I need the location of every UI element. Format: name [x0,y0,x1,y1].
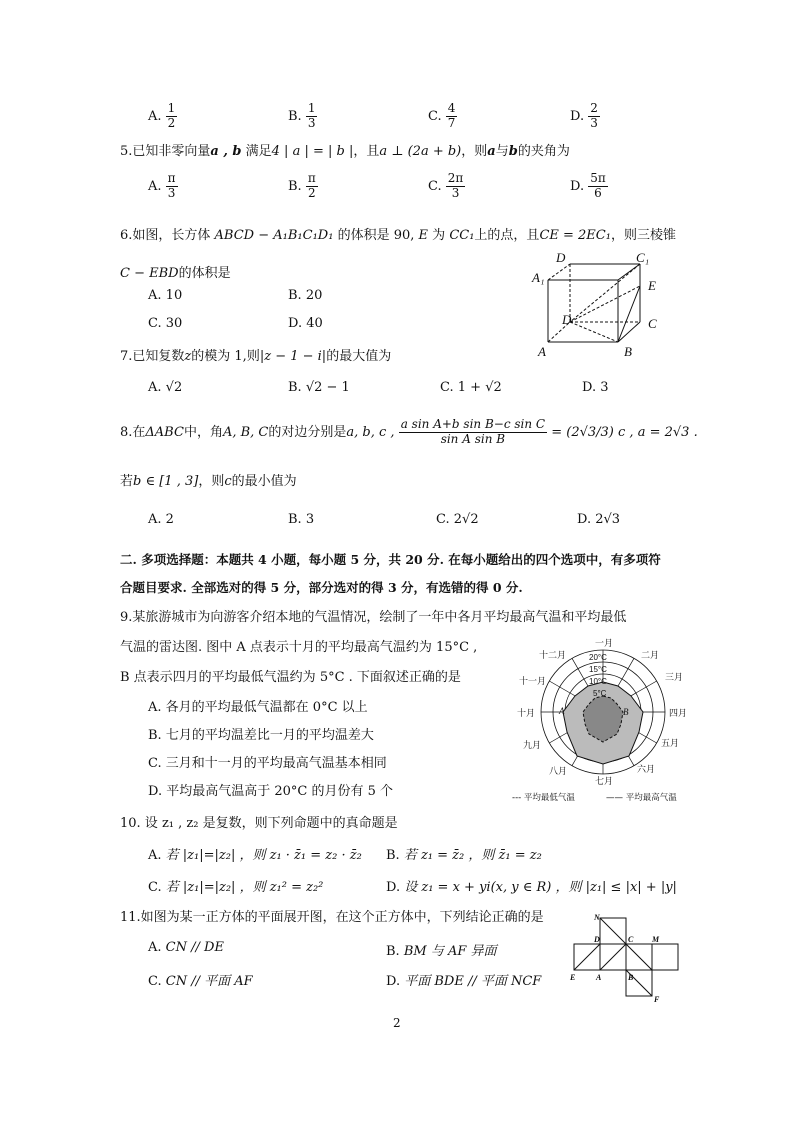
net-diag-top [600,918,626,944]
month-11: 十一月 [519,677,547,687]
q9-radar-figure [508,634,698,806]
page-number: 2 [393,1016,401,1030]
net-label-f: F [654,995,660,1004]
label-a: A [538,344,546,359]
edge-a1d1 [548,264,570,280]
q4-option-b: B. $\frac{1}{3}$ [288,101,316,130]
q8-option-b: B. 3 [288,512,315,527]
q11-cube-net-figure [568,912,692,1004]
q9-option-b: B. 七月的平均温差比一月的平均温差大 [148,728,374,743]
label-b: B [624,344,632,359]
q11-option-a: A. CN // DE [148,940,224,955]
net-diag-center [600,944,626,970]
q8-fraction: $\frac{\text{a sin A+b sin B−c sin C}}{\text{sin A sin B}}$ [400,417,546,446]
net-diag-right [626,944,652,970]
net-label-e: E [570,973,576,982]
q6-stem-line2: C − EBD的体积是 [120,266,231,281]
edge-de [570,286,640,322]
ring-label-5: 5°C [593,689,607,698]
q10-option-c: C. 若 |z₁|=|z₂| ，则 z₁² = z₂² [148,880,324,895]
q10-option-b: B. 若 z₁ = z̄₂ ，则 z̄₁ = z₂ [386,848,542,863]
month-12: 十二月 [539,651,567,661]
legend-high: —— 平均最高气温 [606,793,677,803]
q10-option-d: D. 设 z₁ = x + yi(x, y ∈ R) ，则 |z₁| ≤ |x| + |y| [386,880,677,895]
q6-option-d: D. 40 [288,316,323,331]
month-5: 五月 [661,739,680,749]
q5-option-b: B. $\frac{\pi}{2}$ [288,171,316,200]
q4-option-a: A. $\frac{1}{2}$ [148,101,176,130]
q9-line2: 气温的雷达图. 图中 A 点表示十月的平均最高气温约为 15°C , [120,640,478,655]
label-d1: D [556,250,566,265]
q11-stem: 11.如图为某一正方体的平面展开图，在这个正方体中，下列结论正确的是 [120,910,544,925]
point-b-label: B [623,707,629,717]
q8-option-a: A. 2 [148,512,174,527]
section2-line1: 二. 多项选择题：本题共 4 小题，每小题 5 分，共 20 分. 在每小题给出的四个选项中，有多项符 [120,552,661,567]
ring-label-20: 20°C [589,653,607,662]
q6-box-figure [530,250,670,362]
q6-option-a: A. 10 [148,288,183,303]
q11-option-d: D. 平面 BDE // 平面 NCF [386,974,542,989]
month-4: 四月 [669,709,688,719]
net-diag-left [574,944,600,970]
q7-option-b: B. √2 − 1 [288,380,350,395]
q8-stem-line2: 若b ∈ [1 , 3]，则c的最小值为 [120,474,297,489]
q8-option-d: D. 2√3 [577,512,621,527]
label-e: E [648,278,656,293]
q5-option-a: A. $\frac{\pi}{3}$ [148,171,176,200]
label-a1: A₁ [532,270,545,285]
month-9: 九月 [523,741,542,751]
q6-option-b: B. 20 [288,288,323,303]
edge-db [570,322,618,342]
net-label-m: M [652,935,660,944]
q5-option-c: C. $\frac{2\pi}{3}$ [428,171,464,200]
q9-option-a: A. 各月的平均最低气温都在 0°C 以上 [148,700,368,715]
q7-option-c: C. 1 + √2 [440,380,502,395]
net-label-c: C [628,935,634,944]
net-face-right2 [652,944,678,970]
section2-line2: 合题目要求. 全部选对的得 5 分，部分选对的得 3 分，有选错的得 0 分. [120,580,523,595]
month-8: 八月 [549,767,568,777]
label-c1: C₁ [636,250,650,265]
q10-option-a: A. 若 |z₁|=|z₂| ，则 z₁ · z̄₁ = z₂ · z̄₂ [148,848,362,863]
q9-option-d: D. 平均最高气温高于 20°C 的月份有 5 个 [148,784,394,799]
month-2: 二月 [641,651,660,661]
q7-option-a: A. √2 [148,380,183,395]
q7-stem: 7.已知复数z的模为 1,则|z − 1 − i|的最大值为 [120,349,392,364]
q9-option-c: C. 三月和十一月的平均最高气温基本相同 [148,756,387,771]
label-d: D [562,312,572,327]
edge-bc [618,322,640,342]
q11-option-b: B. BM 与 AF 异面 [386,944,497,959]
edge-b1c1 [618,264,640,280]
month-3: 三月 [665,673,684,683]
net-label-n: N [594,913,600,922]
q8-stem-line1: 8.在ΔABC中，角A, B, C的对边分别是a, b, c , $\frac{\text{a sin A+b sin B−c sin C}}{\text{sin A sin B}}$ = (2√3/3) c , a = 2√3 . [120,417,698,446]
net-label-d: D [594,935,600,944]
point-a-label: A [559,706,565,716]
q6-option-c: C. 30 [148,316,183,331]
q8-option-c: C. 2√2 [436,512,479,527]
q7-option-d: D. 3 [582,380,609,395]
q9-line3: B 点表示四月的平均最低气温约为 5°C . 下面叙述正确的是 [120,670,461,685]
net-label-b: B [628,973,634,982]
q9-line1: 9.某旅游城市为向游客介绍本地的气温情况，绘制了一年中各月平均最高气温和平均最低 [120,610,627,625]
ring-label-15: 15°C [589,665,607,674]
q4-option-d: D. $\frac{2}{3}$ [570,101,598,130]
month-1: 一月 [595,639,614,649]
q6-stem-line1: 6.如图，长方体 ABCD − A₁B₁C₁D₁ 的体积是 90, E 为 CC₁上的点，且CE = 2EC₁，则三棱锥 [120,228,676,243]
ring-label-10: 10°C [589,677,607,686]
q10-stem: 10. 设 z₁ , z₂ 是复数，则下列命题中的真命题是 [120,816,398,831]
q11-option-c: C. CN // 平面 AF [148,974,253,989]
q5-stem: 5.已知非零向量a , b 满足4 | a | = | b |，且a ⊥ (2a + b)，则a与b的夹角为 [120,144,570,159]
legend-low: --- 平均最低气温 [512,793,575,803]
q4-option-c: C. $\frac{4}{7}$ [428,101,456,130]
label-c: C [648,316,657,331]
net-label-a: A [596,973,602,982]
month-7: 七月 [595,777,614,787]
q5-option-d: D. $\frac{5\pi}{6}$ [570,171,606,200]
edge-be [618,286,640,342]
month-10: 十月 [517,709,536,719]
month-6: 六月 [637,765,656,775]
